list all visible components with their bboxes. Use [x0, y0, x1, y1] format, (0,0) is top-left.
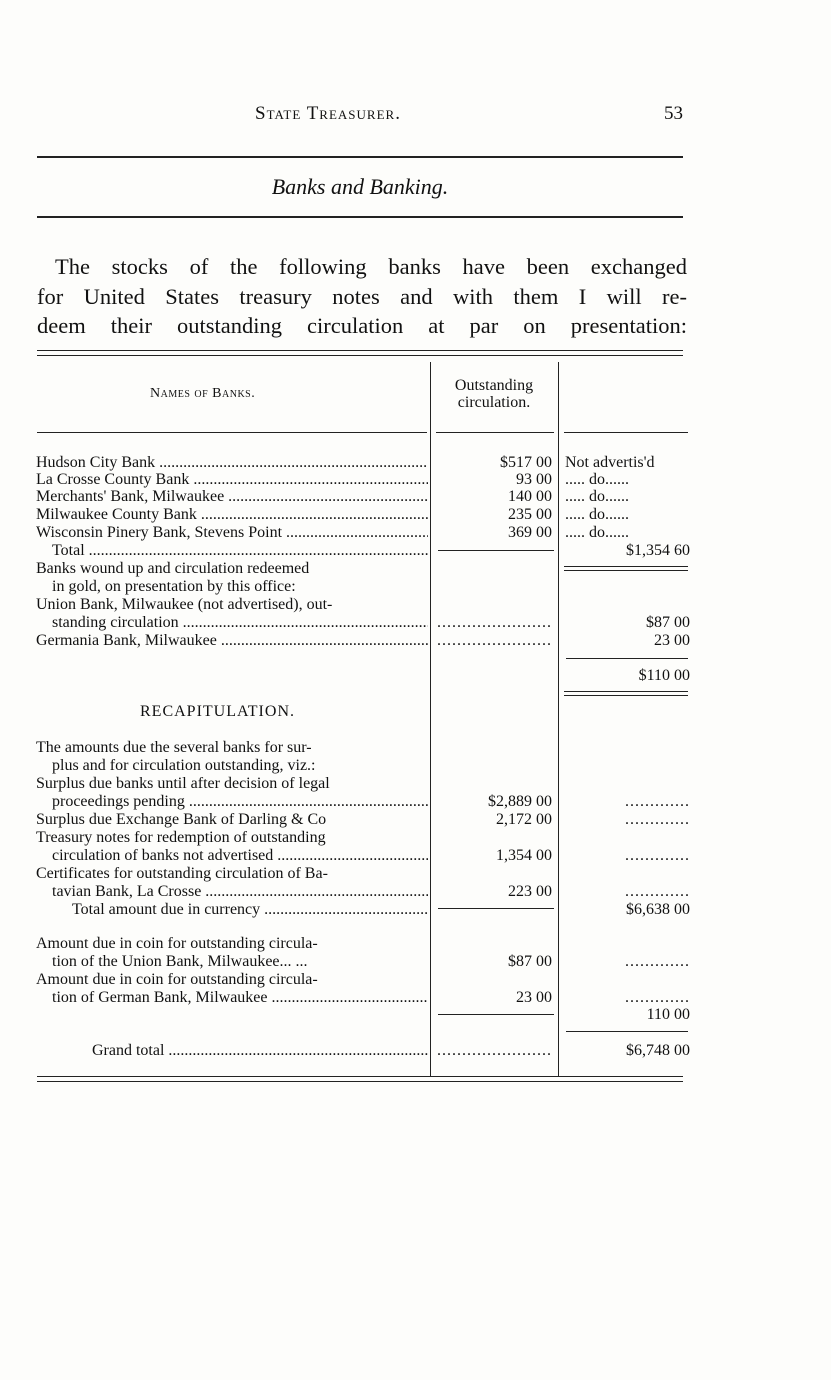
dot-leader: ............. [625, 847, 690, 864]
treasury-line: Treasury notes for redemption of outstanding [36, 829, 326, 846]
header-rule [37, 156, 683, 158]
germania-bank-value: 23 00 [654, 632, 690, 649]
section-rule [37, 216, 683, 218]
bank-status: ..... do...... [565, 506, 629, 523]
total-label: Total ..... [36, 542, 428, 559]
recap-intro-line: plus and for circulation outstanding, viz.: [52, 757, 316, 774]
dot-leader: ............. [625, 793, 690, 810]
bank-status: ..... do...... [565, 524, 629, 541]
col-header-line: Outstanding [454, 377, 534, 394]
currency-total-label: Total amount due in currency ..... [72, 901, 428, 918]
dot-leader: ............. [625, 953, 690, 970]
coin-german-value: 23 00 [516, 989, 552, 1006]
coin-total-value: 110 00 [646, 1006, 690, 1023]
table-bottom-rule [37, 1076, 683, 1082]
bank-name: Merchants' Bank, Milwaukee ..... [36, 488, 428, 505]
col-header-names: Names of Banks. [150, 386, 256, 401]
bank-amount: 140 00 [508, 488, 552, 505]
bank-name: La Crosse County Bank ..... [36, 471, 428, 488]
header-underline [37, 432, 427, 433]
running-header-title: State Treasurer. [255, 103, 401, 124]
bank-name: Milwaukee County Bank ..... [36, 506, 428, 523]
page-number: 53 [664, 103, 683, 124]
bank-amount: 93 00 [516, 471, 552, 488]
bank-name: Hudson City Bank ..... [36, 454, 428, 471]
recap-title: RECAPITULATION. [140, 703, 295, 720]
recap-intro-line: The amounts due the several banks for sur- [36, 739, 312, 756]
gold-double-rule [564, 691, 688, 696]
intro-line: for United States treasury notes and with them I will re- [37, 283, 687, 309]
bank-name: Wisconsin Pinery Bank, Stevens Point ..... [36, 524, 428, 541]
subtotal-rule [438, 550, 554, 551]
surplus-value: $2,889 00 [488, 793, 552, 810]
germania-bank-label: Germania Bank, Milwaukee ..... [36, 632, 428, 649]
currency-total-value: $6,638 00 [626, 901, 690, 918]
union-bank-line: Union Bank, Milwaukee (not advertised), out- [36, 596, 333, 613]
total-double-rule [564, 566, 688, 571]
dot-leader: ....................... [437, 1042, 552, 1059]
intro-line: deem their outstanding circulation at par on presentation: [37, 313, 687, 338]
dot-leader: ............. [625, 811, 690, 828]
surplus-label: proceedings pending ..... [52, 793, 428, 810]
dot-leader: ............. [625, 989, 690, 1006]
col-header-line: circulation. [457, 394, 531, 411]
column-divider [558, 362, 559, 1077]
coin-union-value: $87 00 [508, 953, 552, 970]
gold-total-value: $110 00 [638, 667, 690, 684]
coin-german-label: tion of German Bank, Milwaukee ..... [52, 989, 428, 1006]
bank-status: ..... do...... [565, 488, 629, 505]
coin-german-line: Amount due in coin for outstanding circula- [36, 971, 318, 988]
dot-leader: ....................... [437, 632, 552, 649]
intro-paragraph [37, 252, 687, 341]
bank-amount: 369 00 [508, 524, 552, 541]
grand-total-label: Grand total ..... [92, 1042, 428, 1059]
bank-amount: 235 00 [508, 506, 552, 523]
union-bank-value: $87 00 [646, 614, 690, 631]
intro-line: The stocks of the following banks have been exchanged [55, 254, 687, 279]
exchange-bank-label: Surplus due Exchange Bank of Darling & Co [36, 811, 327, 828]
coin-union-label: tion of the Union Bank, Milwaukee... ... [52, 953, 308, 970]
exchange-bank-value: 2,172 00 [496, 811, 552, 828]
wound-up-line: in gold, on presentation by this office: [52, 578, 296, 595]
bank-status: Not advertis'd [565, 454, 655, 471]
bank-amount: $517 00 [500, 454, 552, 471]
header-underline [436, 432, 554, 433]
wound-up-line: Banks wound up and circulation redeemed [36, 560, 310, 577]
dot-leader: ............. [625, 883, 690, 900]
grand-rule [566, 1031, 688, 1032]
grand-total-value: $6,748 00 [626, 1042, 690, 1059]
coin-rule [438, 1014, 554, 1015]
col-header-outstanding [433, 377, 555, 411]
gold-rule [566, 658, 688, 659]
dot-leader: ....................... [437, 614, 552, 631]
coin-union-line: Amount due in coin for outstanding circula- [36, 935, 318, 952]
currency-rule [438, 908, 554, 909]
surplus-line: Surplus due banks until after decision of legal [36, 775, 330, 792]
certificates-line: Certificates for outstanding circulation of Ba- [36, 865, 328, 882]
column-divider [430, 362, 431, 1077]
union-bank-label: standing circulation ..... [52, 614, 428, 631]
header-underline [564, 432, 688, 433]
table-top-rule [37, 350, 683, 356]
total-value: $1,354 60 [626, 542, 690, 559]
bank-status: ..... do...... [565, 471, 629, 488]
certificates-label: tavian Bank, La Crosse ..... [52, 883, 428, 900]
section-title: Banks and Banking. [271, 174, 449, 199]
certificates-value: 223 00 [508, 883, 552, 900]
treasury-label: circulation of banks not advertised ..... [52, 847, 428, 864]
treasury-value: 1,354 00 [496, 847, 552, 864]
